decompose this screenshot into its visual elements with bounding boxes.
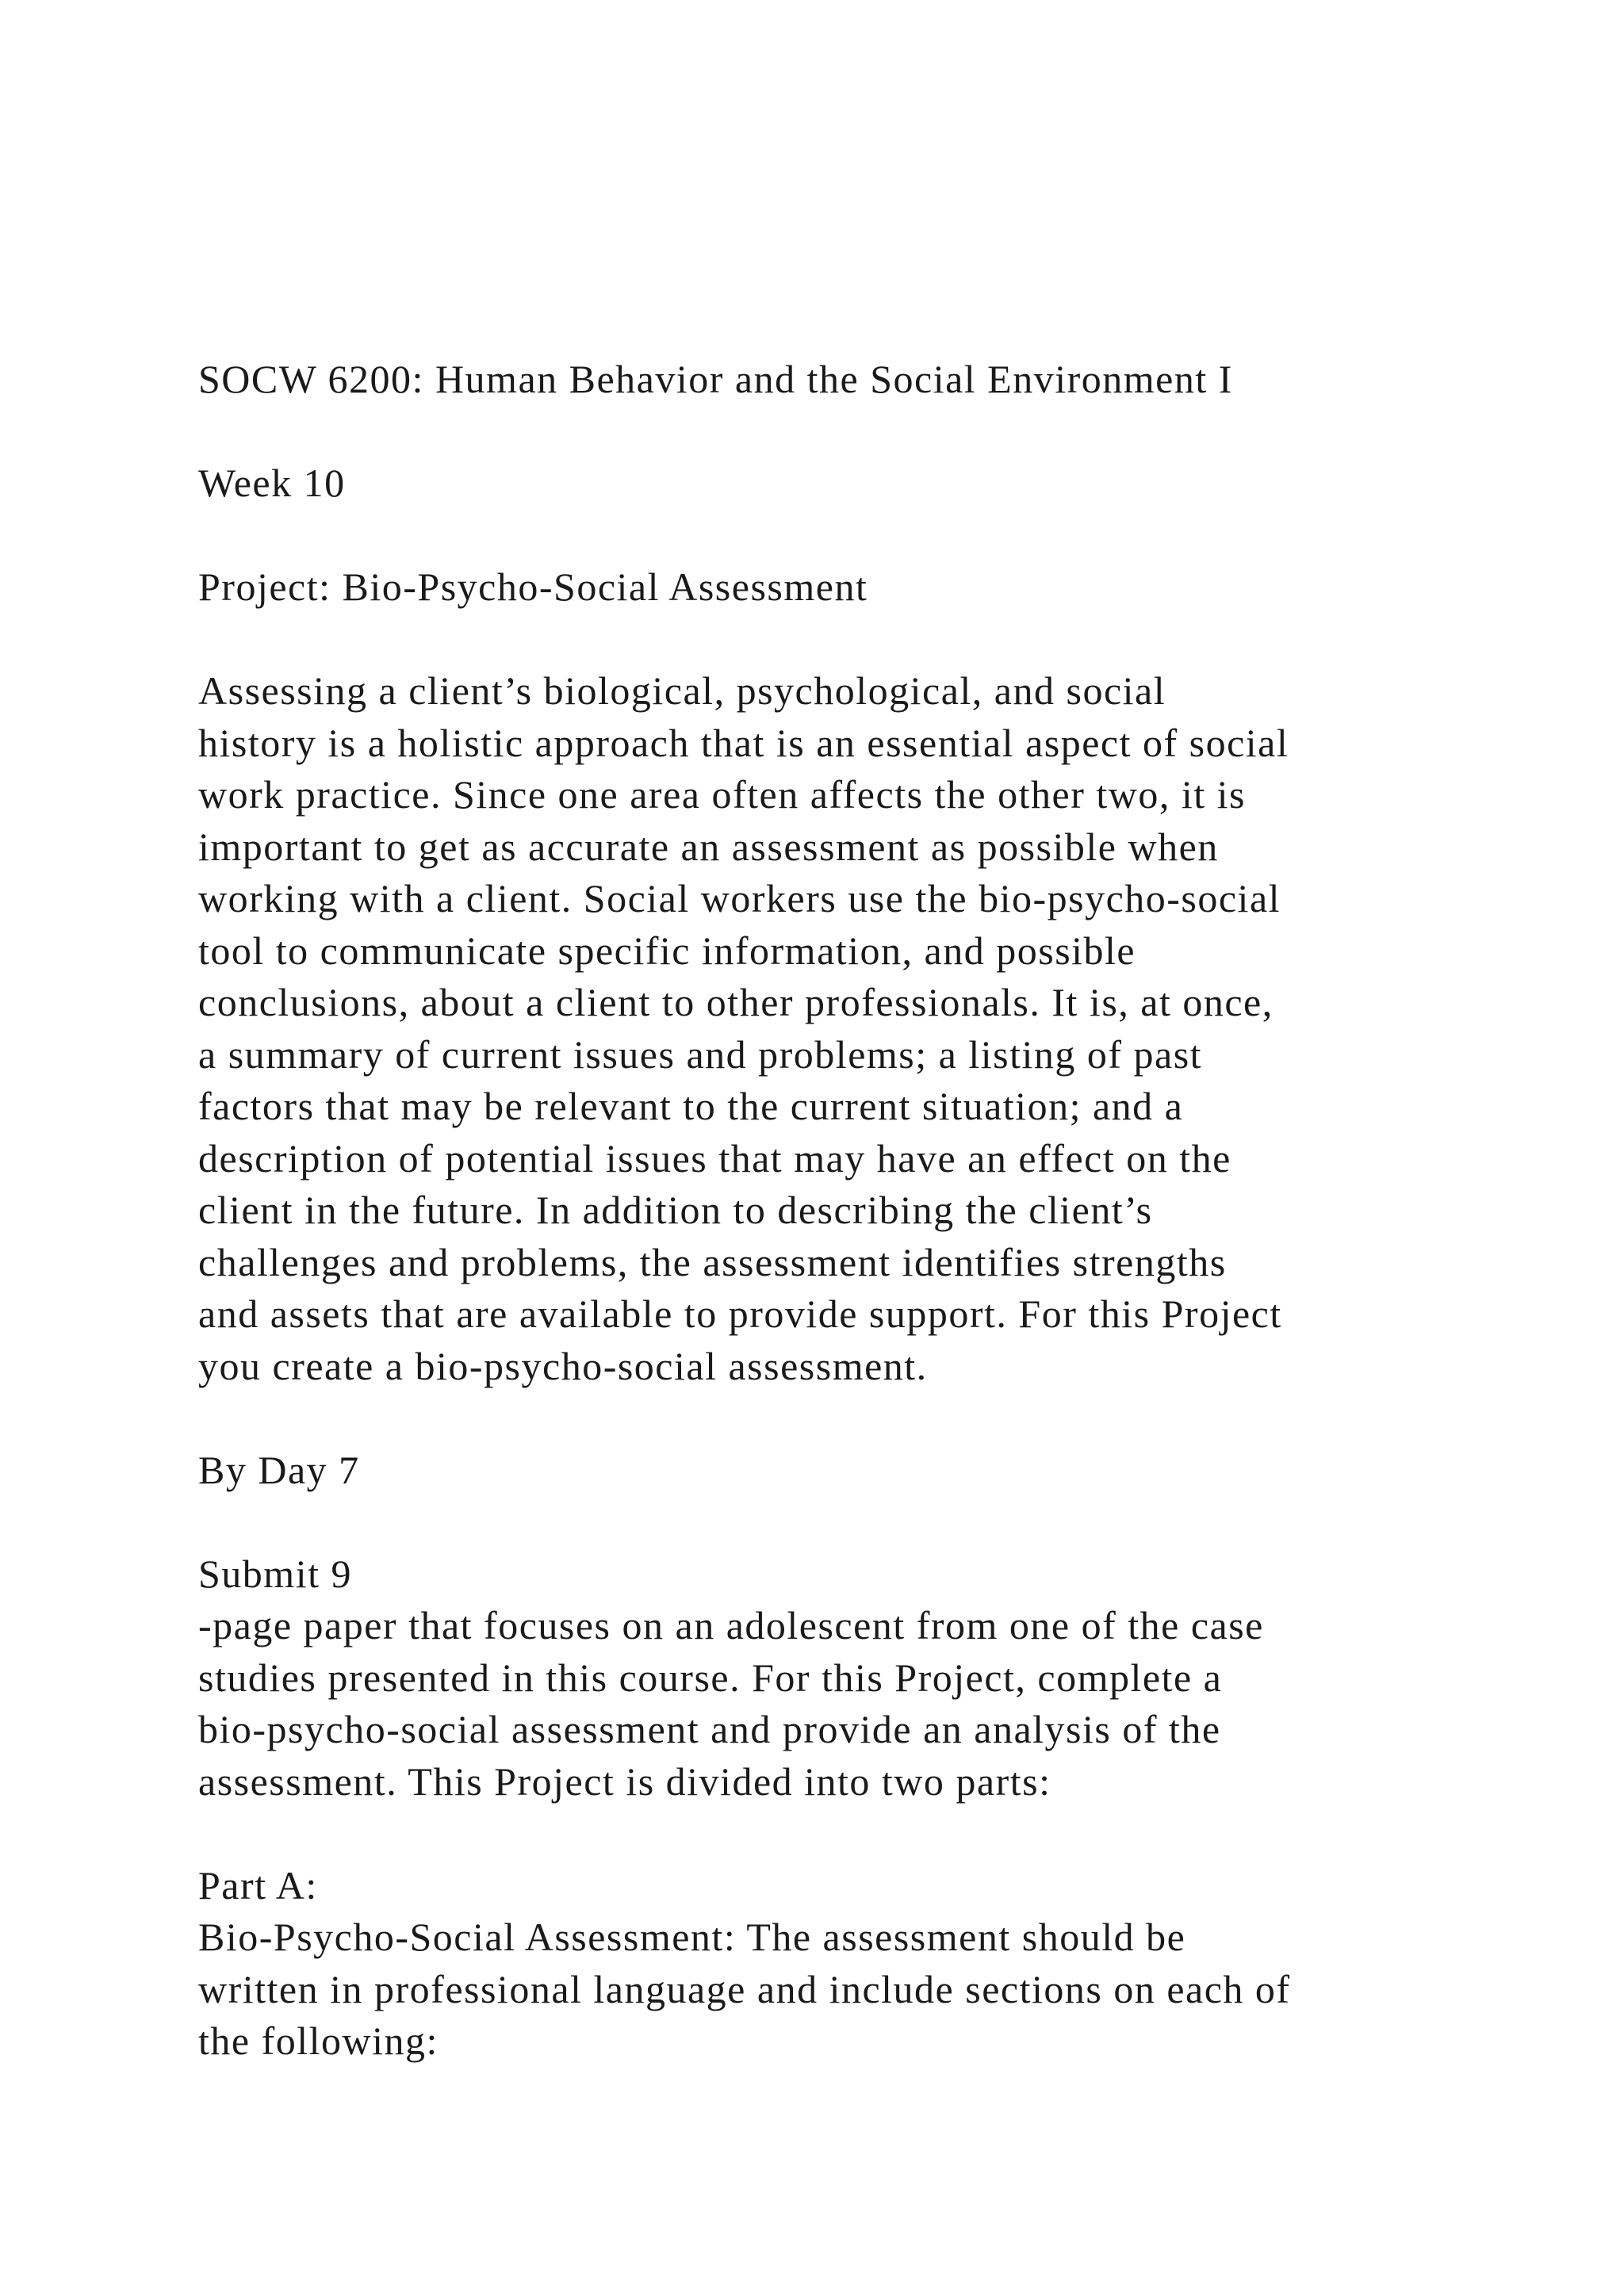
spacer [198, 406, 1435, 458]
paragraph-line: work practice. Since one area often affects the other two, it is [198, 772, 1246, 817]
paragraph-line: a summary of current issues and problems; a listing of past [198, 1031, 1203, 1077]
paragraph-line: factors that may be relevant to the current situation; and a [198, 1084, 1184, 1128]
paragraph-line: working with a client. Social workers use the bio-psycho-social [198, 876, 1281, 920]
paragraph-line: tool to communicate specific information, and possible [198, 928, 1136, 973]
project-title: Project: Bio-Psycho-Social Assessment [198, 564, 868, 609]
intro-paragraph [198, 665, 1435, 1392]
part-a-paragraph [198, 1911, 1435, 2068]
week-heading: Week 10 [198, 461, 346, 505]
paragraph-line: description of potential issues that may have an effect on the [198, 1135, 1231, 1181]
paragraph-line: Bio-Psycho-Social Assessment: The assessment should be [198, 1915, 1186, 1959]
paragraph-line: written in professional language and include sections on each of [198, 1966, 1291, 2011]
spacer [198, 614, 1435, 666]
part-a-heading: Part A: [198, 1862, 318, 1908]
paragraph-line: conclusions, about a client to other professionals. It is, at once, [198, 980, 1274, 1024]
paragraph-line: and assets that are available to provide support. For this Project [198, 1292, 1282, 1336]
document-body [198, 354, 1435, 2068]
paragraph-line: the following: [198, 2019, 439, 2063]
paragraph-line: you create a bio-psycho-social assessment. [198, 1343, 928, 1388]
paragraph-line: bio-psycho-social assessment and provide an analysis of the [198, 1707, 1221, 1751]
paragraph-line: -page paper that focuses on an adolescent from one of the case [198, 1603, 1264, 1647]
paragraph-line: challenges and problems, the assessment identifies strengths [198, 1239, 1227, 1284]
due-heading: By Day 7 [198, 1447, 360, 1492]
paragraph-line: client in the future. In addition to describing the client’s [198, 1188, 1153, 1232]
spacer [198, 1808, 1435, 1860]
paragraph-line: Assessing a client’s biological, psychological, and social [198, 668, 1166, 713]
spacer [198, 510, 1435, 562]
submit-paragraph [198, 1600, 1435, 1808]
paragraph-line: history is a holistic approach that is an essential aspect of social [198, 720, 1289, 765]
spacer [198, 1496, 1435, 1548]
paragraph-line: important to get as accurate an assessment as possible when [198, 824, 1219, 869]
submit-heading: Submit 9 [198, 1551, 352, 1596]
paragraph-line: assessment. This Project is divided into two parts: [198, 1758, 1051, 1804]
paragraph-line: studies presented in this course. For this Project, complete a [198, 1655, 1223, 1700]
spacer [198, 1392, 1435, 1445]
course-title: SOCW 6200: Human Behavior and the Social Environment I [198, 357, 1233, 401]
